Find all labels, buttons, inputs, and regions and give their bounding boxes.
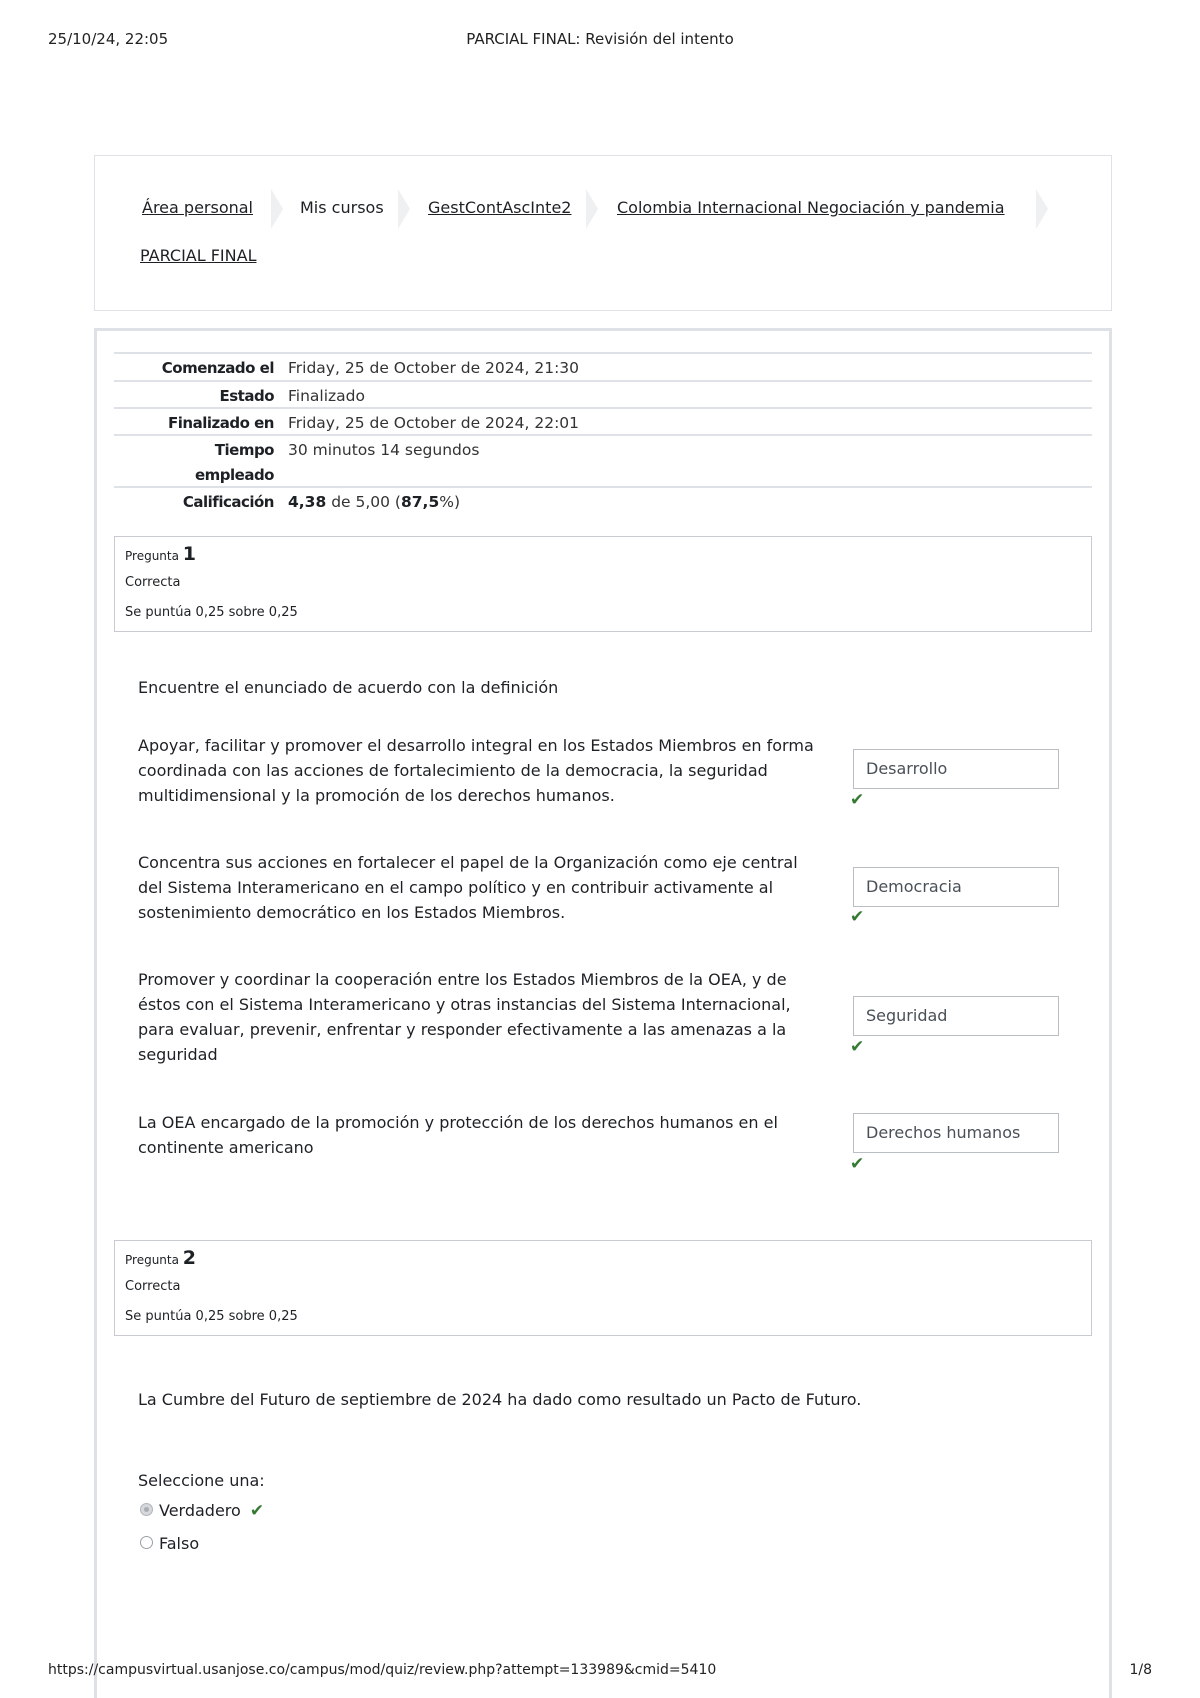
match-answer-select-2[interactable]: Democracia: [853, 867, 1059, 907]
question-state: Correcta: [125, 575, 181, 590]
summary-row-finished: Finalizado en Friday, 25 de October de 2024, 22:01: [114, 407, 1092, 434]
breadcrumb-area-personal[interactable]: Área personal: [142, 198, 253, 217]
breadcrumb-separator: [1036, 189, 1048, 229]
check-icon: ✔: [850, 1037, 865, 1057]
page-url: https://campusvirtual.usanjose.co/campus/mod/quiz/review.php?attempt=133989&cmid=5410: [48, 1662, 717, 1678]
breadcrumb-separator: [271, 189, 283, 229]
match-stem-1: Apoyar, facilitar y promover el desarrollo integral en los Estados Miembros en forma coordinada con las acciones de fortalecimiento de la democracia, la seguridad multidimensional y la promoción de los derechos humanos.: [138, 736, 814, 805]
match-stem-3: Promover y coordinar la cooperación entre los Estados Miembros de la OEA, y de éstos con el Sistema Interamericano y otras instancias del Sistema Internacional, para evaluar, prevenir, enfrentar y responder efectivamente a las amenazas a la seguridad: [138, 970, 791, 1064]
option-verdadero[interactable]: [140, 1499, 264, 1523]
breadcrumb: [94, 155, 1112, 311]
question-number: Pregunta 2: [125, 1247, 197, 1269]
check-icon: ✔: [850, 1154, 865, 1174]
radio-checked-icon[interactable]: [140, 1503, 153, 1516]
summary-row-grade: Calificación 4,38 de 5,00 (87,5%): [114, 486, 1092, 514]
summary-row-time-taken: Tiempo empleado 30 minutos 14 segundos: [114, 434, 1092, 486]
summary-row-state: Estado Finalizado: [114, 380, 1092, 407]
check-icon: ✔: [850, 790, 865, 810]
match-stem-2: Concentra sus acciones en fortalecer el papel de la Organización como eje central del Sistema Interamericano en el campo político y en contribuir activamente al sostenimiento democrático en los Estados Miembros.: [138, 853, 798, 922]
question-number: Pregunta 1: [125, 543, 197, 565]
question-state: Correcta: [125, 1279, 181, 1294]
print-title: PARCIAL FINAL: Revisión del intento: [466, 30, 734, 48]
print-header: [48, 30, 1152, 50]
print-footer: [48, 1662, 1152, 1682]
match-answer-select-1[interactable]: Desarrollo: [853, 749, 1059, 789]
match-answer-select-4[interactable]: Derechos humanos: [853, 1113, 1059, 1153]
check-icon: ✔: [249, 1501, 265, 1521]
question-2-info: [114, 1240, 1092, 1336]
breadcrumb-section[interactable]: Colombia Internacional Negociación y pandemia: [617, 198, 1005, 217]
question-grade: Se puntúa 0,25 sobre 0,25: [125, 605, 298, 620]
question-grade: Se puntúa 0,25 sobre 0,25: [125, 1309, 298, 1324]
match-answer-select-3[interactable]: Seguridad: [853, 996, 1059, 1036]
breadcrumb-quiz[interactable]: PARCIAL FINAL: [140, 246, 257, 265]
radio-unchecked-icon[interactable]: [140, 1536, 153, 1549]
check-icon: ✔: [850, 907, 865, 927]
question-1-info: [114, 536, 1092, 632]
breadcrumb-mis-cursos: Mis cursos: [300, 198, 384, 217]
print-date: 25/10/24, 22:05: [48, 30, 169, 48]
question-1-text: Encuentre el enunciado de acuerdo con la definición: [138, 678, 559, 697]
grade-value: 4,38 de 5,00 (87,5%): [288, 493, 461, 511]
question-2-text: La Cumbre del Futuro de septiembre de 2024 ha dado como resultado un Pacto de Futuro.: [138, 1390, 862, 1409]
match-stem-4: La OEA encargado de la promoción y protección de los derechos humanos en el continente americano: [138, 1113, 778, 1157]
attempt-summary-table: [114, 352, 1092, 514]
select-one-label: Seleccione una:: [138, 1471, 265, 1490]
page-count: 1/8: [1129, 1662, 1152, 1678]
breadcrumb-course[interactable]: GestContAscInte2: [428, 198, 572, 217]
option-falso[interactable]: [140, 1532, 199, 1556]
option-label: Falso: [159, 1534, 200, 1553]
summary-row-started: Comenzado el Friday, 25 de October de 2024, 21:30: [114, 352, 1092, 380]
breadcrumb-separator: [586, 189, 598, 229]
option-label: Verdadero: [159, 1501, 241, 1520]
breadcrumb-separator: [398, 189, 410, 229]
